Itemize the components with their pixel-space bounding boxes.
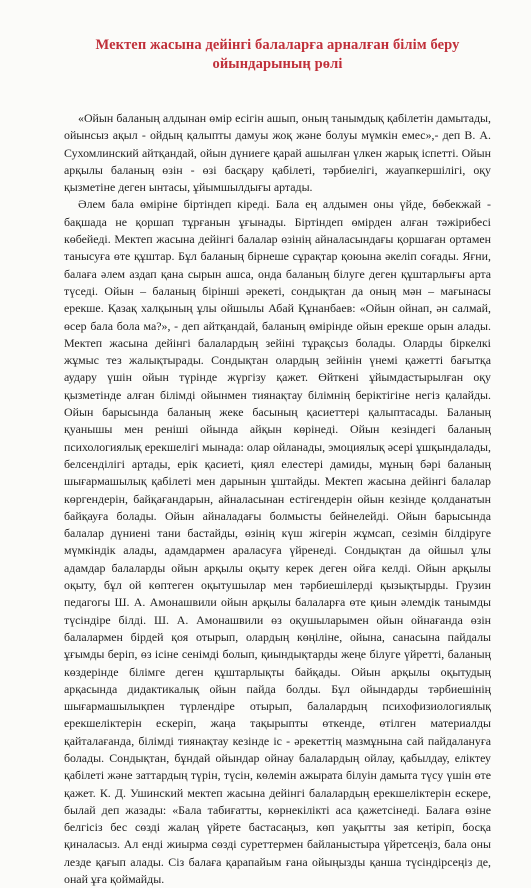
paragraph-1: «Ойын баланың алдынан өмір есігін ашып, оның танымдық қабілетін дамытады, ойынсыз ақыл - ойдың қалыпты дамуы жоқ және болуы мүмкін емес»,- деп В. А. Сухомлинский айтқандай, ойын дүниеге қарай ашылған үлкен жарық іспетті. Ойын арқылы баланың өзін - өзі басқару қабілеті, тәрбиелігі, жауапкершілігі, оқу қызметіне деген ынтасы, ұйымшылдығы артады. <box>64 111 491 195</box>
paragraph-2: Әлем бала өміріне біртіндеп кіреді. Бала ең алдымен оны үйде, бөбекжай - бақшада не қоршап тұрғанын ұғынады. Біртіндеп өмірден алған тәжірибесі көбейеді. Мектеп жасына дейінгі балалар өзінің айналасындағы қоршаған ортамен танысуға өте құштар. Бұл баланың бірнеше сұрақтар қоюына әкеліп соғады. Яғни, балаға әлем аздап қана сырын ашса, онда баланың білуге деген құштарлығы арта түседі. Ойын – баланың бірінші әрекеті, сондықтан да оның мән – мағынасы ерекше. Қазақ халқының ұлы ойшылы Абай Құнанбаев: «Ойын ойнап, ән салмай, өсер бала бола ма?», - деп айтқандай, баланың өмірінде ойын ерекше орын алады. Мектеп жасына дейінгі балалардың зейіні тұрақсыз болады. Оларды біркелкі жұмыс тез жалықтырады. Сондықтан олардың зейінін үнемі қажетті бағытқа аудару үшін ойын түрінде жүргізу қажет. Өйткені ұйымдастырылған оқу қызметінде алған білімді ойынмен тиянақтау білімнің беріктігіне негіз қалайды. Ойын барысында баланың жеке басының қасиеттері қалыптасады. Баланың қуанышы мен реніші ойында айқын көрінеді. Ойын кезіндегі баланың психологиялық ерекшелігі мынада: олар ойланады, эмоциялық әсері ұшқындалады, белсенділігі артады, ерік қасиеті, қиял елестері дамиды, мұның бәрі баланың шығармашылық қабілеті мен дарынын ұштайды. Мектеп жасына дейінгі балалар көргендерін, байқағандарын, айналасынан естігендерін ойын кезінде қолданатын байқауға болады. Ойын айналадағы болмысты бейнелейді. Ойын барысында балалар дүниені тани бастайды, өзінің күш жігерін жұмсап, сезімін білдіруге мүмкіндік алады, адамдармен араласуға үйренеді. Сондықтан да ойшыл ұлы адамдар балаларды ойын арқылы оқыту керек деген ойға келді. Ойын арқылы оқыту, бұл ой көптеген оқытушылар мен тәрбиешілерді қызықтырды. Грузин педагогы Ш. А. Амонашвили ойын арқылы балаларға өте қиын әлемдік танымды түсіндіре білді. Ш. А. Амонашвили өз оқушыларымен ойын ойнағанда өзін балалармен бірдей қоя отырып, олардың көңіліне, ойына, санасына пайдалы ұғымды беріп, өз ісіне сенімді болып, қиындықтарды жеңе білуге үйретті, баланың көздерінде білімге деген құштарлықты байқады. Ойын арқылы оқытудың арқасында дидактикалық ойын пайда болды. Бұл ойындарды тәрбиешінің шығармашылықпен түрлендіре отырып, балалардың психофизиологиялық ерекшеліктерін ескеріп, жаңа тақырыпты өткенде, өтілген материалды қайталағанда, білімді тиянақтау кезінде іс - әрекеттің мазмұнына сай пайдалануға болады. Сондықтан, бұндай ойындар ойнау балалардың ойлау, қабылдау, еліктеу қабілеті және заттардың түрін, түсін, көлемін ажырата білуін дамыта түсу үшін өте қажет. К. Д. Ушинский мектеп жасына дейінгі балалардың ерекшеліктерін ескере, былай деп жазады: «Бала табиғатты, көрнекілікті аса қажетсінеді. Балаға өзіне белгісіз бес сөзді жалаң үйрете бастасаңыз, көп уақытты зая кетіріп, босқа қиналасыз. Ал енді жиырма сөзді суреттермен байланыстыра үйретсеңіз, бала оны лезде қағып алады. Сіз балаға қарапайым ғана ойыңызды қанша түсіндірсеңіз де, онай ұға қоймайды. <box>64 197 491 887</box>
document-body <box>64 110 491 888</box>
document-title <box>64 36 491 74</box>
title-line-2: ойындарының рөлі <box>212 56 343 72</box>
title-line-1: Мектеп жасына дейінгі балаларға арналған білім беру <box>95 37 460 53</box>
